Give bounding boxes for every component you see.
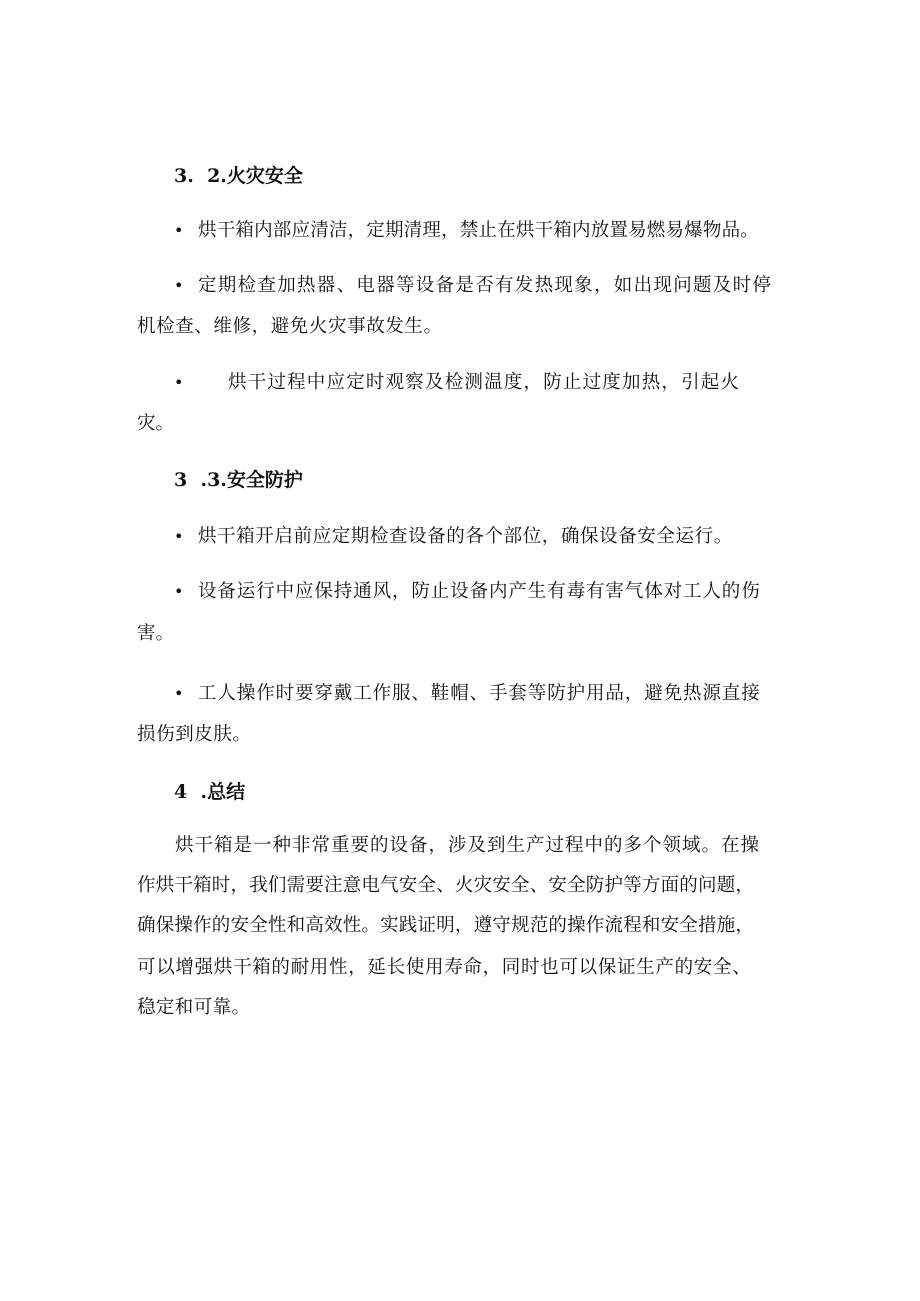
section-heading-summary: 4 .总结 [174,781,246,803]
list-item-text: 害。 [137,623,175,644]
paragraph-line: 作烘干箱时，我们需要注意电气安全、火灾安全、安全防护等方面的问题， [137,875,755,896]
list-item-text: 灾。 [137,413,175,434]
section-heading-safety-protection: 3 .3.安全防护 [174,469,303,491]
list-item-text: 定期检查加热器、电器等设备是否有发热现象，如出现问题及时停 [198,275,773,296]
bullet-marker: • [174,684,184,703]
list-item-text: 烘干箱开启前应定期检查设备的各个部位，确保设备安全运行。 [198,526,733,547]
bullet-marker: • [174,221,184,240]
list-item-text: 设备运行中应保持通风，防止设备内产生有毒有害气体对工人的伤 [198,581,761,602]
list-item-text: 烘干箱内部应清洁，定期清理，禁止在烘干箱内放置易燃易爆物品。 [198,220,760,241]
list-item-text: 烘干过程中应定时观察及检测温度，防止过度加热，引起火 [228,372,741,393]
paragraph-line: 稳定和可靠。 [137,997,251,1018]
bullet-marker: • [174,527,184,546]
paragraph-line: 确保操作的安全性和高效性。实践证明，遵守规范的操作流程和安全措施， [137,915,755,936]
bullet-marker: • [174,276,184,295]
list-item-text: 机检查、维修，避免火灾事故发生。 [137,316,443,337]
paragraph-line: 可以增强烘干箱的耐用性，延长使用寿命，同时也可以保证生产的安全、 [137,957,752,978]
paragraph-line: 烘干箱是一种非常重要的设备，涉及到生产过程中的多个领域。在操 [175,835,761,856]
section-heading-fire-safety: 3. 2.火灾安全 [174,165,303,187]
bullet-marker: • [174,582,184,601]
list-item-text: 损伤到皮肤。 [137,724,252,745]
bullet-marker: • [174,373,184,392]
list-item-text: 工人操作时要穿戴工作服、鞋帽、手套等防护用品，避免热源直接 [198,683,761,704]
